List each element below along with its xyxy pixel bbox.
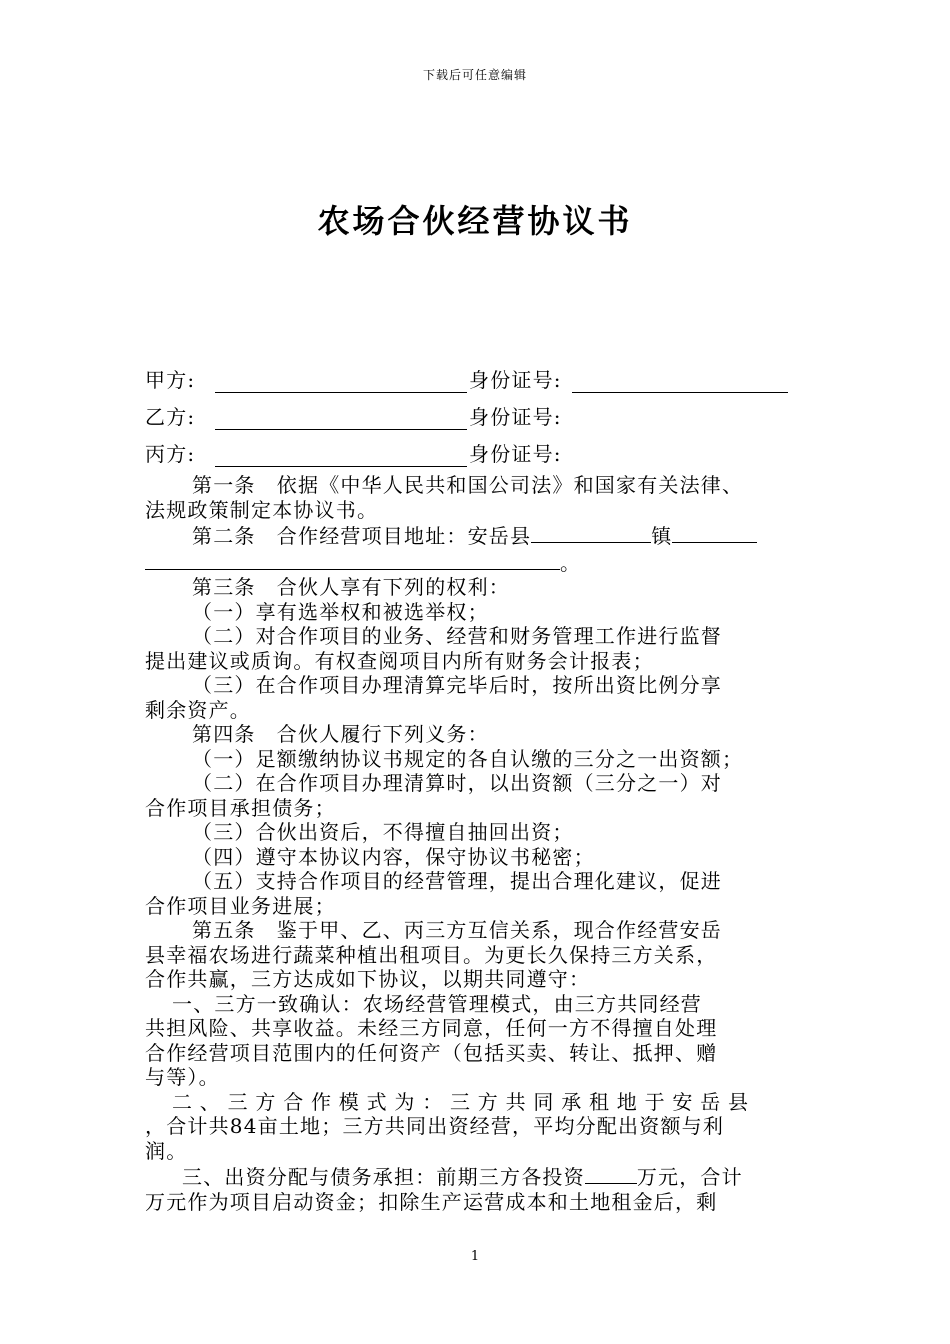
text-line: 共担风险、共享收益。未经三方同意，任何一方不得擅自处理 xyxy=(145,1016,718,1040)
text-line: 第五条 鉴于甲、乙、丙三方互信关系，现合作经营安岳 xyxy=(192,918,722,942)
party-c-id-label: 身份证号: xyxy=(469,442,562,466)
text-segment: 镇 xyxy=(651,524,673,548)
text-line: 万元作为项目启动资金；扣除生产运营成本和土地租金后，剩 xyxy=(145,1189,718,1214)
text-line: 剩余资产。 xyxy=(145,697,251,722)
text-line: 合作共赢，三方达成如下协议，以期共同遵守： xyxy=(145,967,591,991)
agreement-text xyxy=(145,473,805,1214)
party-a-name-blank[interactable] xyxy=(215,370,467,393)
text-line xyxy=(145,522,805,549)
page-number: 1 xyxy=(470,1249,480,1264)
text-line: 合作项目承担债务； xyxy=(145,795,336,820)
document-body xyxy=(145,356,805,1214)
text-segment: 万元，合计 xyxy=(636,1165,743,1189)
investment-amount-blank[interactable] xyxy=(585,1163,637,1184)
party-b-label: 乙方: xyxy=(145,405,196,429)
text-line: 润。 xyxy=(145,1138,188,1163)
text-line: 县幸福农场进行蔬菜种植出租项目。为更长久保持三方关系， xyxy=(145,942,718,967)
text-line: （五）支持合作项目的经营管理，提出合理化建议，促进 xyxy=(192,869,722,893)
text-line: 提出建议或质询。有权查阅项目内所有财务会计报表； xyxy=(145,648,654,673)
text-line: （三）在合作项目办理清算完毕后时，按所出资比例分享 xyxy=(192,673,722,697)
address-blank[interactable] xyxy=(145,549,560,570)
page-header-note: 下载后可任意编辑 xyxy=(422,68,527,82)
text-line: 合作经营项目范围内的任何资产（包括买卖、转让、抵押、赠 xyxy=(145,1040,718,1065)
text-segment: 第二条 合作经营项目地址：安岳县 xyxy=(192,524,532,548)
text-line: （三）合伙出资后，不得擅自抽回出资； xyxy=(192,820,574,844)
text-line: 与等）。 xyxy=(145,1065,220,1089)
text-line: （二）对合作项目的业务、经营和财务管理工作进行监督 xyxy=(192,624,722,648)
party-b-name-blank[interactable] xyxy=(215,407,467,430)
text-line xyxy=(145,549,805,576)
text-line: 第一条 依据《中华人民共和国公司法》和国家有关法律、 xyxy=(192,473,744,497)
text-line: 第三条 合伙人享有下列的权利： xyxy=(192,575,510,599)
text-line: 第四条 合伙人履行下列义务： xyxy=(192,722,489,746)
town-blank[interactable] xyxy=(672,522,757,543)
party-a-row xyxy=(145,356,805,393)
text-segment: 三、出资分配与债务承担：前期三方各投资 xyxy=(182,1165,585,1189)
party-c-name-blank[interactable] xyxy=(215,444,467,467)
text-segment: 。 xyxy=(560,550,582,575)
county-blank[interactable] xyxy=(531,522,651,543)
text-line: 一、三方一致确认：农场经营管理模式，由三方共同经营 xyxy=(172,991,702,1016)
text-line: 合作项目业务进展； xyxy=(145,893,336,918)
party-a-id-blank[interactable] xyxy=(572,370,788,393)
document-title: 农场合伙经营协议书 xyxy=(317,202,633,240)
party-a-id-label: 身份证号: xyxy=(469,368,562,392)
party-c-label: 丙方: xyxy=(145,442,196,466)
text-line: 法规政策制定本协议书。 xyxy=(145,497,379,522)
text-line: （二）在合作项目办理清算时，以出资额（三分之一）对 xyxy=(192,771,722,795)
party-c-row xyxy=(145,430,805,467)
text-line xyxy=(145,1163,805,1190)
party-b-id-label: 身份证号: xyxy=(469,405,562,429)
text-line: （一）足额缴纳协议书规定的各自认缴的三分之一出资额； xyxy=(192,746,744,771)
text-line: 二、三方合作模式为：三方共同承租地于安岳县 xyxy=(172,1089,756,1114)
party-a-label: 甲方: xyxy=(145,368,196,392)
party-b-row xyxy=(145,393,805,430)
text-line: （一）享有选举权和被选举权； xyxy=(192,599,489,624)
text-line: （四）遵守本协议内容，保守协议书秘密； xyxy=(192,844,595,869)
text-line: ，合计共84亩土地；三方共同出资经营，平均分配出资额与利 xyxy=(145,1114,725,1138)
